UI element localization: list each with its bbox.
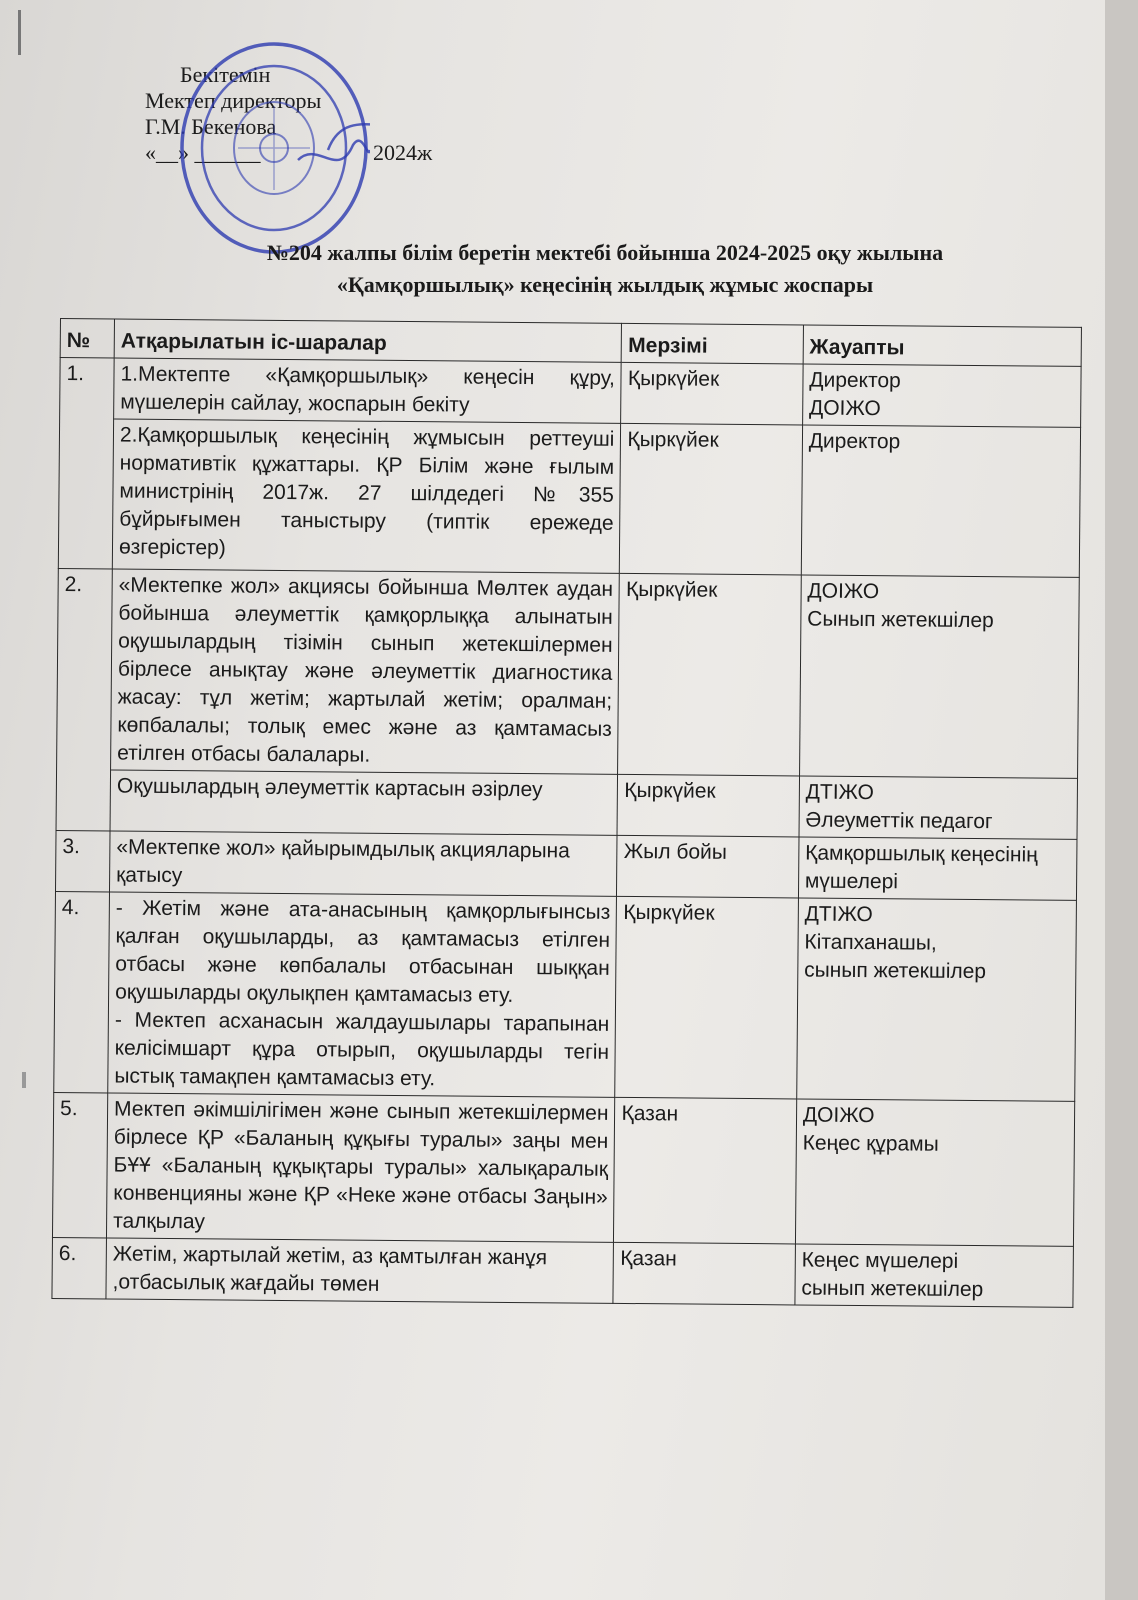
cell-event: Жетім, жартылай жетім, аз қамтылған жанұя ,отбасылық жағдайы төмен	[106, 1238, 614, 1303]
approval-date-prefix: «__» ______	[145, 140, 261, 165]
approval-line-1: Бекітемін	[180, 62, 271, 87]
approval-line-2: Мектеп директоры	[145, 88, 322, 113]
cell-term: Қыркүйек	[618, 573, 801, 776]
cell-responsible: Кеңес мүшелері сынып жетекшілер	[795, 1244, 1074, 1307]
cell-number: 1.	[58, 358, 114, 569]
cell-term: Қазан	[614, 1097, 797, 1244]
approval-line-3: Г.М. Бекенова	[145, 114, 277, 139]
cell-event: 2.Қамқоршылық кеңесінің жұмысын реттеуші нормативтік құжаттары. ҚР Білім және ғылым министрінің 2017ж. 27 шілдедегі №355 бұйрығымен таныстыру (типтік ережеде өзгерістер)	[112, 419, 621, 573]
plan-table	[51, 318, 1082, 1308]
cell-number: 4.	[54, 891, 110, 1092]
cell-responsible: ДТІЖО Кітапханашы, сынып жетекшілер	[797, 898, 1077, 1101]
cell-responsible: ДОІЖО Кеңес құрамы	[795, 1099, 1074, 1246]
cell-event: Оқушылардың әлеуметтік картасын әзірлеу	[110, 770, 618, 835]
cell-number: 3.	[55, 830, 110, 891]
cell-responsible: Қамқоршылық кеңесінің мүшелері	[798, 837, 1077, 900]
cell-number: 5.	[52, 1092, 107, 1237]
cell-responsible: Директор ДОІЖО	[802, 364, 1081, 427]
cell-event: «Мектепке жол» акциясы бойынша Мөлтек аудан бойынша әлеуметтік қамқорлыққа алынатын оқушылардың тізімін сынып жетекшілермен бірлесе анықтау және әлеуметтік диагностика жасау: тұл жетім; жартылай жетім; оралман; көпбалалы; толық емес және аз қамтамасыз етілген отбасы балалары.	[111, 569, 620, 774]
cell-responsible: ДТІЖО Әлеуметтік педагог	[799, 776, 1078, 839]
header-responsible: Жауапты	[803, 325, 1082, 366]
table-row	[52, 1092, 1074, 1246]
header-number: №	[60, 319, 114, 358]
table-row	[52, 1237, 1073, 1307]
table-row	[55, 830, 1076, 900]
cell-term: Қазан	[613, 1242, 795, 1305]
edge-mark	[18, 10, 21, 55]
title-line-1: №204 жалпы білім беретін мектебі бойынша 2024-2025 оқу жылына	[266, 240, 944, 265]
header-events: Атқарылатын іс-шаралар	[114, 319, 622, 362]
cell-event: 1.Мектепте «Қамқоршылық» кеңесін құру, мүшелерін сайлау, жоспарын бекіту	[114, 358, 622, 423]
cell-term: Қыркүйек	[617, 774, 799, 837]
document-title	[140, 237, 1070, 301]
hole-punch-mark	[22, 1072, 26, 1088]
cell-event: - Жетім және ата-анасының қамқорлығынсыз қалған оқушыларды, аз қамтамасыз етілген отбасы және көпбалалы отбасынан шыққан оқушыларды оқулықпен қамтамасыз ету. - Мектеп асханасын жалдаушылары тарапынан келісімшарт құра отырып, оқушыларды тегін ыстық тамақпен қамтамасыз ету.	[108, 892, 617, 1097]
cell-term: Жыл бойы	[617, 835, 799, 898]
table-row	[56, 769, 1077, 839]
cell-number: 2.	[56, 568, 112, 830]
cell-term: Қыркүйек	[621, 362, 803, 425]
title-line-2: «Қамқоршылық» кеңесінің жылдық жұмыс жоспары	[336, 272, 874, 297]
header-term: Мерзімі	[622, 323, 804, 364]
cell-event: Мектеп әкімшілігімен және сынып жетекшілермен бірлесе ҚР «Баланың құқығы туралы» заңы мен БҰҰ «Баланың құқықтары туралы» халықаралық конвенцияны және ҚР «Неке және отбасы Заңын» талқылау	[106, 1093, 615, 1242]
table-row	[60, 358, 1081, 428]
school-stamp	[178, 40, 370, 255]
cell-event: «Мектепке жол» қайырымдылық акцияларына қатысу	[109, 831, 617, 896]
cell-term: Қыркүйек	[615, 896, 798, 1099]
table-row	[57, 568, 1080, 778]
cell-term: Қыркүйек	[620, 423, 803, 575]
table-row	[54, 891, 1077, 1101]
cell-number: 6.	[52, 1237, 107, 1298]
cell-responsible: Директор	[801, 425, 1080, 577]
approval-date-year: 2024ж	[373, 140, 433, 165]
table-row	[58, 419, 1080, 578]
cell-responsible: ДОІЖО Сынып жетекшілер	[799, 575, 1079, 778]
